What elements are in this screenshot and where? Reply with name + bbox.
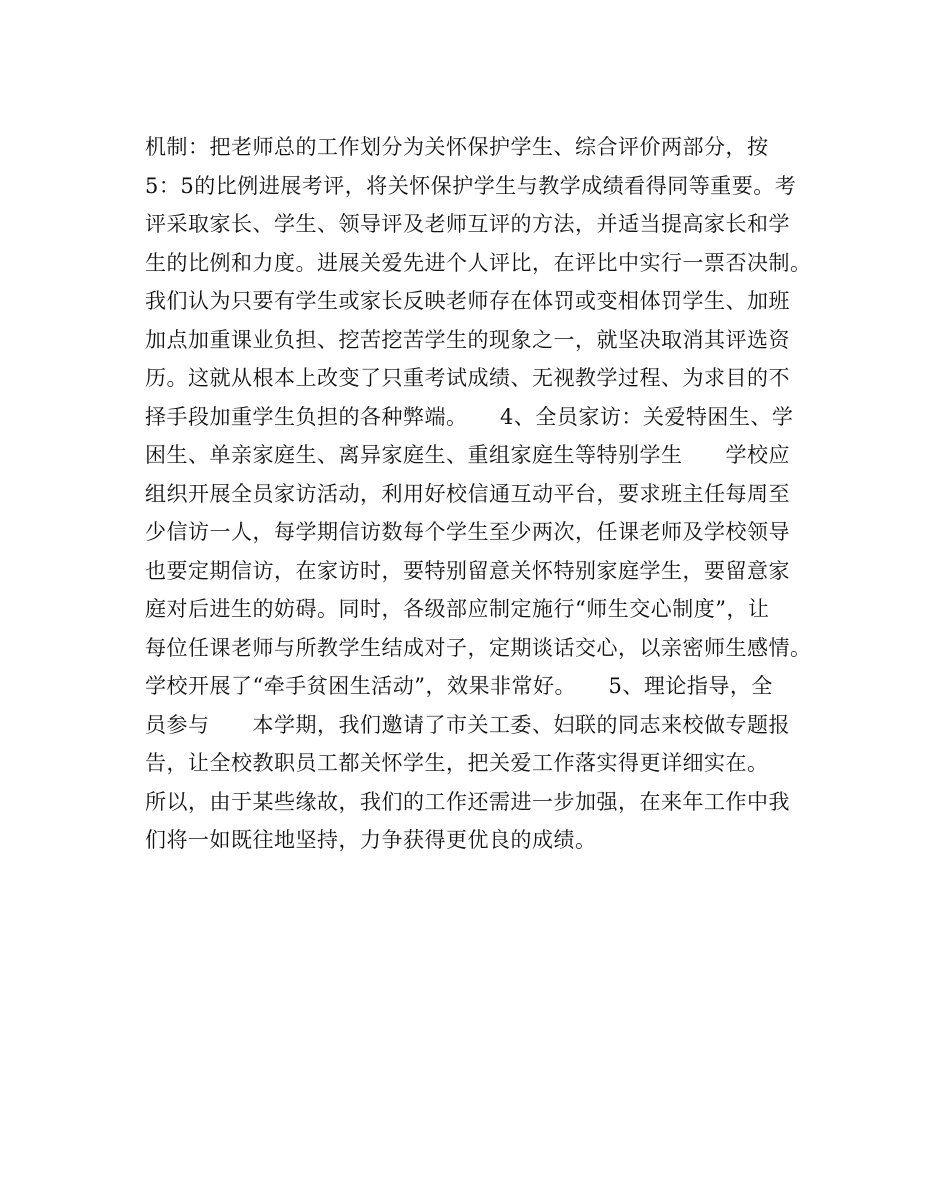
text-line: 也要定期信访，在家访时，要特别留意关怀特别家庭学生，要留意家 <box>145 558 790 583</box>
body-text <box>145 128 825 860</box>
text-line: 告，让全校教职员工都关怀学生，把关爱工作落实得更详细实在。 <box>145 751 769 775</box>
text-line: 择手段加重学生负担的各种弊端。 4、全员家访：关爱特困生、学 <box>145 404 794 429</box>
text-line: 加点加重课业负担、挖苦挖苦学生的现象之一，就坚决取消其评选资 <box>145 327 790 352</box>
text-line: 困生、单亲家庭生、离异家庭生、重组家庭生等特别学生 学校应 <box>145 443 790 467</box>
text-line: 评采取家长、学生、领导评及老师互评的方法，并适当提高家长和学 <box>145 212 790 236</box>
text-line: 每位任课老师与所教学生结成对子，定期谈话交心，以亲密师生感情。 <box>145 635 812 660</box>
text-line: 庭对后进生的妨碍。同时，各级部应制定施行“师生交心制度”，让 <box>145 597 770 621</box>
text-line: 员参与 本学期，我们邀请了市关工委、妇联的同志来校做专题报 <box>145 712 790 737</box>
text-line: 历。这就从根本上改变了只重考试成绩、无视教学过程、为求目的不 <box>145 366 790 390</box>
text-line: 我们认为只要有学生或家长反映老师存在体罚或变相体罚学生、加班 <box>145 289 790 313</box>
text-line: 机制：把老师总的工作划分为关怀保护学生、综合评价两部分，按 <box>145 135 769 159</box>
text-line: 学校开展了“牵手贫困生活动”，效果非常好。 5、理论指导，全 <box>145 674 773 698</box>
text-line: 们将一如既往地坚持，力争获得更优良的成绩。 <box>145 828 597 852</box>
text-line: 5：5的比例进展考评，将关怀保护学生与教学成绩看得同等重要。考 <box>145 173 797 198</box>
text-line: 少信访一人，每学期信访数每个学生至少两次，任课老师及学校领导 <box>145 520 790 544</box>
text-line: 所以，由于某些缘故，我们的工作还需进一步加强，在来年工作中我 <box>145 789 790 814</box>
text-line: 组织开展全员家访活动，利用好校信通互动平台，要求班主任每周至 <box>145 481 790 506</box>
text-line: 生的比例和力度。进展关爱先进个人评比，在评比中实行一票否决制。 <box>145 250 812 275</box>
